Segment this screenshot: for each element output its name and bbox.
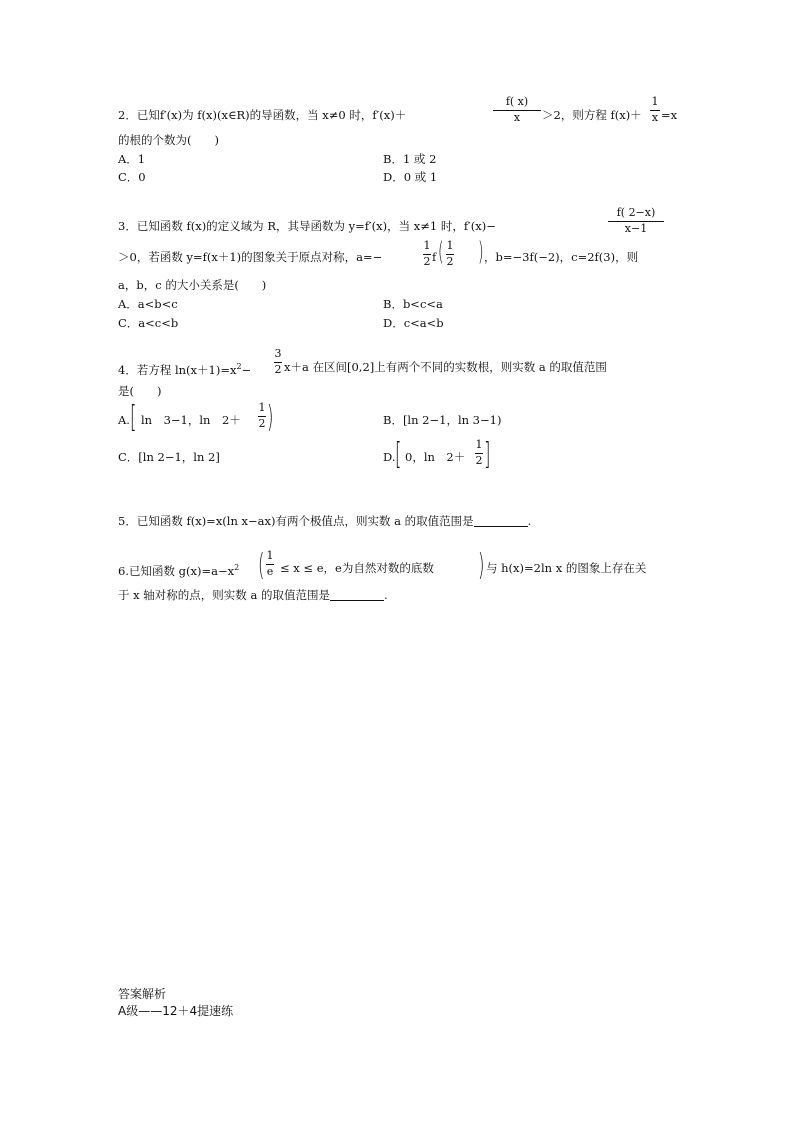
q3-frac-numerator: f( 2−x) bbox=[616, 206, 656, 219]
q3-f bbox=[432, 249, 436, 265]
q2-option-b-text: B．1 或 2 bbox=[383, 152, 437, 166]
q3-option-c bbox=[118, 315, 178, 331]
answer-title bbox=[118, 986, 166, 1002]
q4-option-d-letter: D. bbox=[383, 450, 396, 464]
q3-fraca-denominator: 2 bbox=[423, 255, 431, 268]
q6-line1-c bbox=[486, 560, 646, 576]
answer-subtitle-text: A级——12＋4提速练 bbox=[118, 1004, 234, 1018]
q3-line2-c bbox=[484, 249, 638, 265]
q2-stem-end: 的根的个数为( ) bbox=[118, 133, 219, 147]
q6-frac-numerator: 1 bbox=[266, 549, 274, 562]
q3-option-a-text: A．a<b<c bbox=[118, 297, 178, 311]
q2-text-b: ＞2，则方程 f(x)＋ bbox=[542, 108, 642, 122]
q2-option-a bbox=[118, 151, 145, 167]
q6-text-b: ≤ x ≤ e，e为自然对数的底数 bbox=[280, 561, 434, 575]
q4-option-a-left-bracket: [ bbox=[130, 400, 137, 435]
q2-fraction-1 bbox=[493, 96, 541, 124]
q4-text-a: 4．若方程 ln(x＋1)=x bbox=[118, 363, 237, 377]
q2-option-c bbox=[118, 169, 146, 185]
q3-left-paren: ( bbox=[438, 237, 444, 267]
q2-option-a-text: A．1 bbox=[118, 152, 146, 166]
q4-option-d-fraction bbox=[475, 439, 483, 467]
q4-opta-frac-numerator: 1 bbox=[258, 401, 266, 414]
q2-option-d-text: D．0 或 1 bbox=[383, 170, 438, 184]
q3-fracb-denominator: 2 bbox=[446, 255, 454, 268]
q3-option-d bbox=[383, 315, 444, 331]
q6-line1-b bbox=[280, 560, 434, 576]
answer-title-text: 答案解析 bbox=[118, 987, 167, 1001]
q3-line3 bbox=[118, 277, 266, 293]
q3-option-a bbox=[118, 296, 178, 312]
q3-line2 bbox=[118, 249, 382, 265]
q4-option-b-text: B．[ln 2−1，ln 3−1) bbox=[383, 413, 502, 427]
q4-option-a-label bbox=[118, 412, 130, 428]
q3-f-letter: f bbox=[432, 250, 437, 264]
q4-option-a-fraction bbox=[258, 402, 266, 430]
q4-fraction bbox=[274, 348, 282, 376]
q4-line2 bbox=[118, 383, 161, 399]
q2-frac2-numerator: 1 bbox=[651, 95, 659, 108]
q4-option-a-text: ln 3−1，ln 2＋ bbox=[141, 413, 241, 427]
q3-fraction bbox=[608, 207, 664, 235]
q2-line1-c bbox=[661, 107, 677, 123]
q3-right-paren: ) bbox=[478, 237, 484, 267]
q6-frac-denominator: e bbox=[266, 565, 274, 578]
q3-option-b-text: B．b<c<a bbox=[383, 297, 443, 311]
q4-option-a-right-paren: ) bbox=[267, 400, 274, 435]
q3-option-d-text: D．c<a<b bbox=[383, 316, 444, 330]
q3-text-a: 3．已知函数 f(x)的定义域为 R，其导函数为 y=f′(x)，当 x≠1 时，f′(x)− bbox=[118, 219, 496, 233]
q2-option-b bbox=[383, 151, 436, 167]
q2-frac1-numerator: f( x) bbox=[505, 95, 529, 108]
q2-line1 bbox=[118, 107, 406, 123]
q2-option-c-text: C．0 bbox=[118, 170, 146, 184]
q4-optd-frac-numerator: 1 bbox=[475, 438, 483, 451]
q4-stem-end: 是( ) bbox=[118, 384, 162, 398]
q3-fracb-numerator: 1 bbox=[446, 239, 454, 252]
q6-line1 bbox=[118, 560, 239, 579]
q4-option-c bbox=[118, 449, 220, 465]
q4-option-a-letter: A. bbox=[118, 413, 130, 427]
q2-line2 bbox=[118, 132, 219, 148]
q2-text-c: =x bbox=[661, 108, 678, 122]
q2-frac1-denominator: x bbox=[513, 111, 521, 124]
q6-text-c: 与 h(x)=2ln x 的图象上存在关 bbox=[486, 561, 647, 575]
q2-option-d bbox=[383, 169, 437, 185]
q5-line bbox=[118, 513, 531, 529]
q4-option-d-label bbox=[383, 449, 395, 465]
q3-option-b bbox=[383, 296, 443, 312]
q4-frac-numerator: 3 bbox=[274, 347, 282, 360]
q6-exponent: 2 bbox=[234, 563, 240, 572]
q6-text-a: 6.已知函数 g(x)=a−x bbox=[118, 564, 235, 578]
q3-frac-denominator: x−1 bbox=[624, 222, 648, 235]
q4-line1-c bbox=[284, 359, 607, 375]
answer-subtitle bbox=[118, 1003, 233, 1019]
q5-text: 5．已知函数 f(x)=x(ln x−ax)有两个极值点，则实数 a 的取值范围是 bbox=[118, 514, 474, 528]
q3-line1 bbox=[118, 218, 496, 234]
q3-fraction-a bbox=[423, 240, 431, 268]
q6-right-paren: ) bbox=[478, 548, 485, 583]
q6-period: . bbox=[383, 588, 388, 602]
q3-option-c-text: C．a<c<b bbox=[118, 316, 179, 330]
q2-text-a: 2．已知f′(x)为 f(x)(x∈R)的导函数，当 x≠0 时，f′(x)＋ bbox=[118, 108, 407, 122]
q6-fraction bbox=[266, 550, 274, 578]
q4-option-d-body bbox=[405, 449, 465, 465]
q4-option-d-right-bracket: ] bbox=[484, 437, 491, 472]
q4-option-d-left-bracket: [ bbox=[395, 437, 402, 472]
q4-opta-frac-denominator: 2 bbox=[258, 417, 266, 430]
q4-optd-frac-denominator: 2 bbox=[475, 454, 483, 467]
q4-text-c: x＋a 在区间[0,2]上有两个不同的实数根，则实数 a 的取值范围 bbox=[284, 360, 607, 374]
q3-fraca-numerator: 1 bbox=[423, 239, 431, 252]
q5-answer-blank[interactable] bbox=[474, 515, 528, 527]
q2-line1-b bbox=[542, 107, 642, 123]
q3-text-c: ，b=−3f(−2)，c=2f(3)，则 bbox=[484, 250, 639, 264]
q4-line1 bbox=[118, 359, 251, 378]
q4-option-a-body bbox=[141, 412, 241, 428]
q2-frac2-denominator: x bbox=[651, 111, 659, 124]
q6-line2 bbox=[118, 587, 388, 603]
q3-stem-end: a，b，c 的大小关系是( ) bbox=[118, 278, 267, 292]
q4-option-b bbox=[383, 412, 501, 428]
q4-option-d-text: 0，ln 2＋ bbox=[405, 450, 466, 464]
q4-option-c-text: C．[ln 2−1，ln 2] bbox=[118, 450, 220, 464]
q5-period: . bbox=[527, 514, 532, 528]
q3-fraction-b bbox=[446, 240, 454, 268]
q4-minus: − bbox=[241, 363, 252, 377]
q3-text-b: ＞0，若函数 y=f(x＋1)的图象关于原点对称，a=− bbox=[118, 250, 383, 264]
q6-left-paren: ( bbox=[258, 548, 265, 583]
q2-fraction-2 bbox=[650, 96, 660, 124]
q6-answer-blank[interactable] bbox=[330, 589, 384, 601]
q4-exponent: 2 bbox=[236, 362, 242, 371]
q4-frac-denominator: 2 bbox=[274, 363, 282, 376]
q6-stem-end: 于 x 轴对称的点，则实数 a 的取值范围是 bbox=[118, 588, 330, 602]
